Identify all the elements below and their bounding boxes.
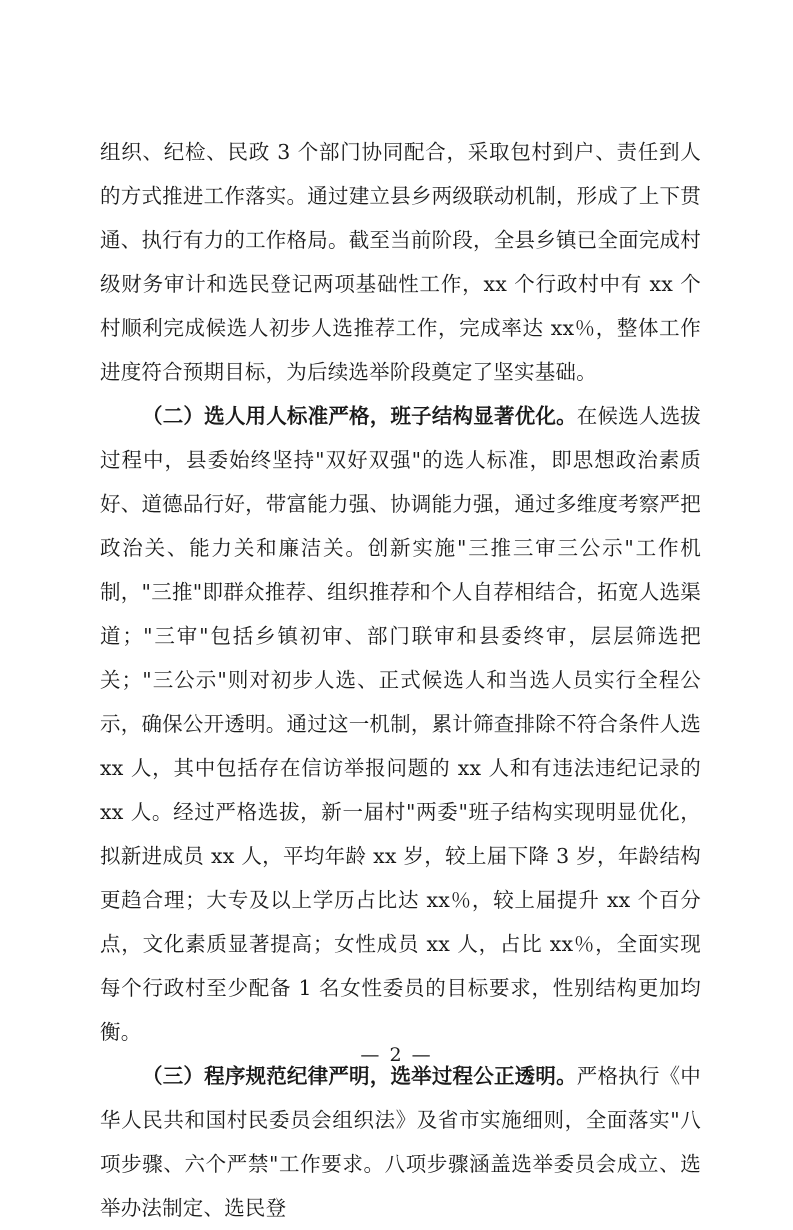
paragraph-1 (100, 130, 701, 394)
paragraph-2-heading: （二）选人用人标准严格，班子结构显著优化。 (142, 404, 577, 428)
paragraph-3 (100, 1054, 701, 1230)
paragraph-2 (100, 394, 701, 1054)
paragraph-1-text: 组织、纪检、民政 3 个部门协同配合，采取包村到户、责任到人的方式推进工作落实。通过建立县乡两级联动机制，形成了上下贯通、执行有力的工作格局。截至当前阶段，全县乡镇已全面完成村级财务审计和选民登记两项基础性工作，xx 个行政村中有 xx 个村顺利完成候选人初步人选推荐工作，完成率达 xx％，整体工作进度符合预期目标，为后续选举阶段奠定了坚实基础。 (100, 140, 701, 384)
paragraph-3-text: 严格执行《中华人民共和国村民委员会组织法》及省市实施细则，全面落实"八项步骤、六个严禁"工作要求。八项步骤涵盖选举委员会成立、选举办法制定、选民登 (100, 1064, 701, 1220)
page-number: — 2 — (360, 1044, 433, 1066)
paragraph-3-heading: （三）程序规范纪律严明，选举过程公正透明。 (142, 1064, 577, 1088)
paragraph-2-text: 在候选人选拔过程中，县委始终坚持"双好双强"的选人标准，即思想政治素质好、道德品行好，带富能力强、协调能力强，通过多维度考察严把政治关、能力关和廉洁关。创新实施"三推三审三公示"工作机制，"三推"即群众推荐、组织推荐和个人自荐相结合，拓宽人选渠道；"三审"包括乡镇初审、部门联审和县委终审，层层筛选把关；"三公示"则对初步人选、正式候选人和当选人员实行全程公示，确保公开透明。通过这一机制，累计筛查排除不符合条件人选 xx 人，其中包括存在信访举报问题的 xx 人和有违法违纪记录的 xx 人。经过严格选拔，新一届村"两委"班子结构实现明显优化，拟新进成员 xx 人，平均年龄 xx 岁，较上届下降 3 岁，年龄结构更趋合理；大专及以上学历占比达 xx％，较上届提升 xx 个百分点，文化素质显著提高；女性成员 xx 人，占比 xx％，全面实现每个行政村至少配备 1 名女性委员的目标要求，性别结构更加均衡。 (100, 404, 701, 1044)
